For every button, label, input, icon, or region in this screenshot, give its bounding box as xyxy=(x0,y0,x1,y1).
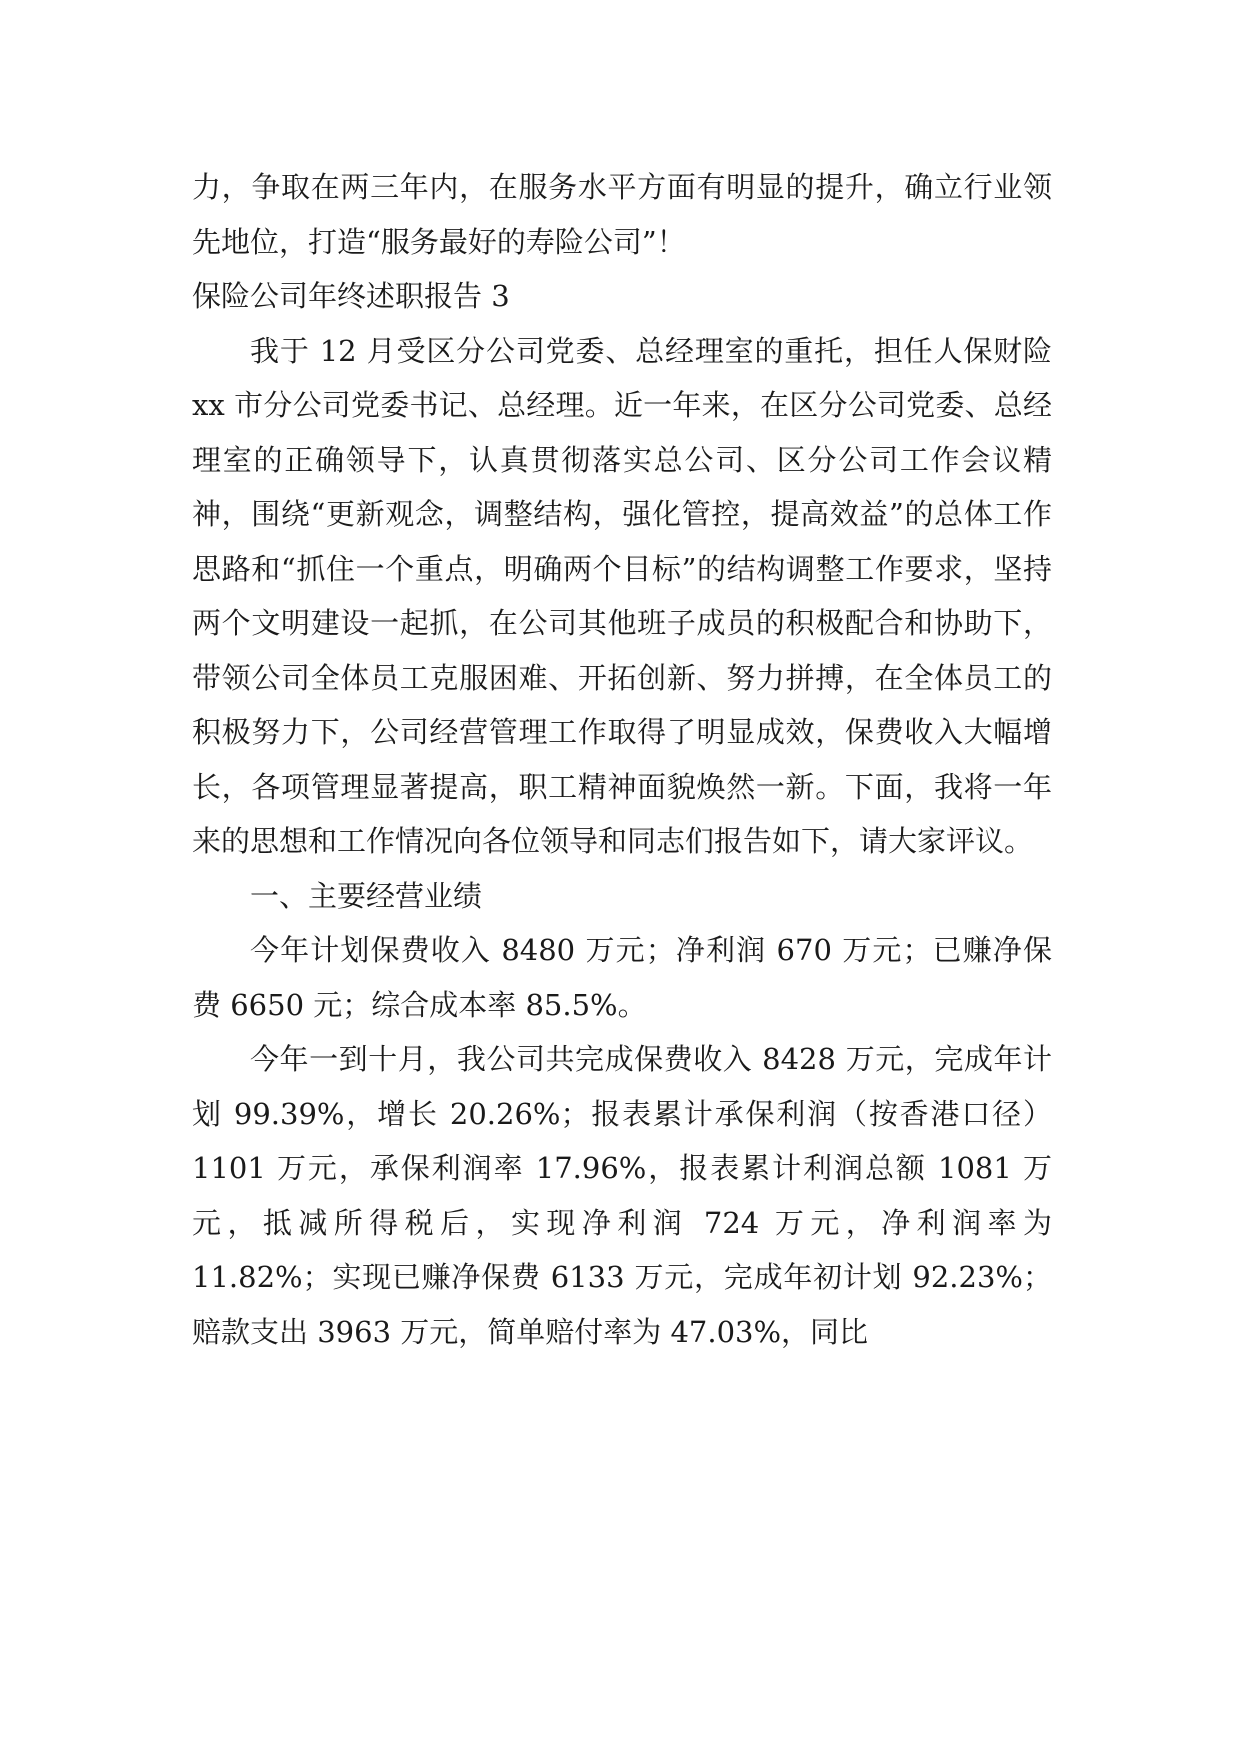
continuation-paragraph: 力，争取在两三年内，在服务水平方面有明显的提升，确立行业领先地位，打造“服务最好的寿险公司”！ xyxy=(192,170,1052,259)
section-heading-main-performance: 一、主要经营业绩 xyxy=(250,878,483,913)
document-body xyxy=(192,160,1052,1359)
results-paragraph: 今年一到十月，我公司共完成保费收入 8428 万元，完成年计划 99.39%，增长 20.26%；报表累计承保利润（按香港口径）1101 万元，承保利润率 17.96%，报表累计利润总额 1081 万元，抵减所得税后，实现净利润 724 万元，净利润率为 11.82%；实现已赚净保费 6133 万元，完成年初计划 92.23%；赔款支出 3963 万元，简单赔付率为 47.03%，同比 xyxy=(192,1042,1052,1349)
section-title: 保险公司年终述职报告 3 xyxy=(192,279,510,313)
intro-paragraph: 我于 12 月受区分公司党委、总经理室的重托，担任人保财险 xx 市分公司党委书记、总经理。近一年来，在区分公司党委、总经理室的正确领导下，认真贯彻落实总公司、区分公司工作会议精神，围绕“更新观念，调整结构，强化管控，提高效益”的总体工作思路和“抓住一个重点，明确两个目标”的结构调整工作要求，坚持两个文明建设一起抓，在公司其他班子成员的积极配合和协助下，带领公司全体员工克服困难、开拓创新、努力拼搏，在全体员工的积极努力下，公司经营管理工作取得了明显成效，保费收入大幅增长，各项管理显著提高，职工精神面貌焕然一新。下面，我将一年来的思想和工作情况向各位领导和同志们报告如下，请大家评议。 xyxy=(192,333,1052,858)
plan-paragraph: 今年计划保费收入 8480 万元；净利润 670 万元；已赚净保费 6650 元；综合成本率 85.5%。 xyxy=(192,933,1052,1022)
